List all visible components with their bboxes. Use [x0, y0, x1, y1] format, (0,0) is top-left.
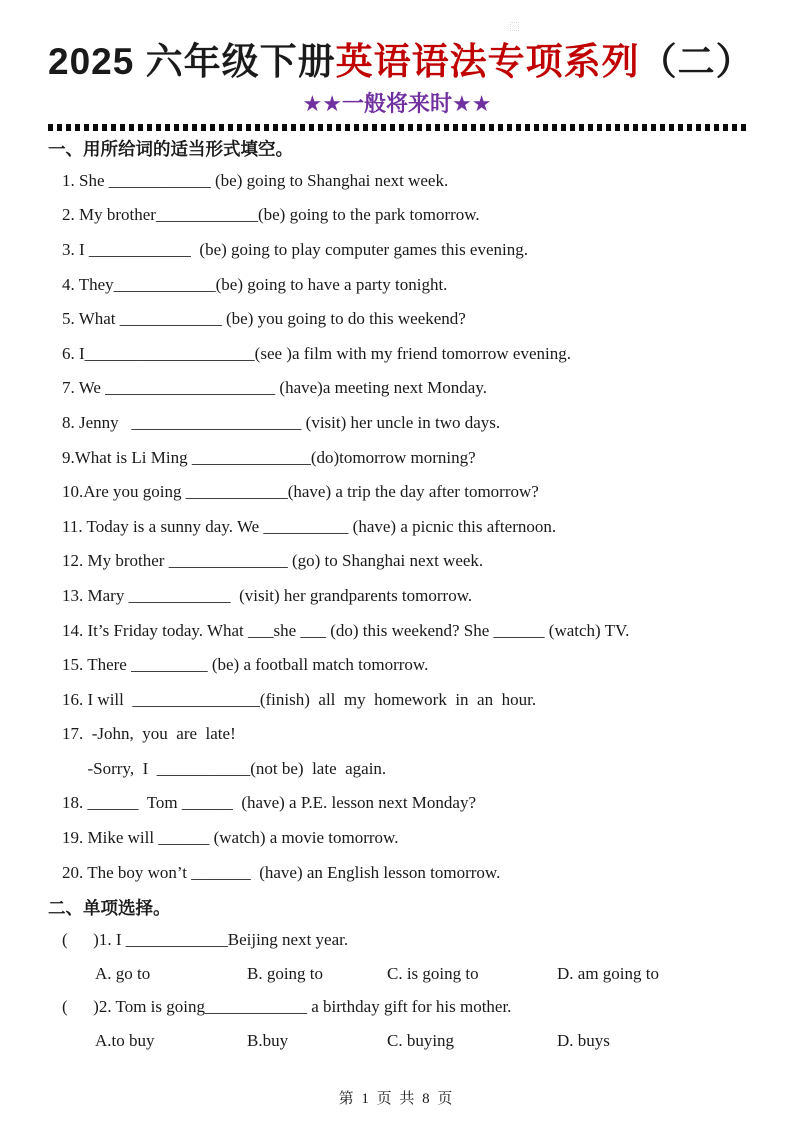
question-line: 3. I ____________ (be) going to play computer games this evening.: [62, 239, 528, 259]
option-b: B.buy: [247, 1030, 289, 1050]
title-suffix: （二）: [639, 41, 754, 82]
question-line: 18. ______ Tom ______ (have) a P.E. lesson next Monday?: [62, 793, 477, 813]
option-a: A. go to: [95, 963, 151, 983]
question-line: 7. We ____________________ (have)a meeting next Monday.: [62, 378, 487, 398]
question-line-continuation: -Sorry, I ___________(not be) late again.: [62, 758, 387, 778]
question-line: 19. Mike will ______ (watch) a movie tomorrow.: [62, 828, 399, 848]
option-d: D. am going to: [557, 963, 659, 983]
subtitle-grammar-topic: ★★一般将来时★★: [302, 91, 492, 117]
question-line: 17. -John, you are late!: [62, 724, 236, 744]
question-line: 10.Are you going ____________(have) a trip the day after tomorrow?: [62, 482, 539, 502]
question-line: 9.What is Li Ming ______________(do)tomorrow morning?: [62, 447, 476, 467]
page-title: [48, 40, 754, 84]
question-line: 20. The boy won’t _______ (have) an English lesson tomorrow.: [62, 862, 501, 882]
question-line: 13. Mary ____________ (visit) her grandparents tomorrow.: [62, 585, 473, 605]
option-b: B. going to: [247, 963, 324, 983]
question-line: 5. What ____________ (be) you going to do this weekend?: [62, 309, 466, 329]
mcq-stem: ( )1. I ____________Beijing next year.: [62, 930, 349, 950]
section1-question-list: [48, 164, 746, 890]
option-c: C. buying: [387, 1030, 455, 1050]
title-highlight: 英语语法专项系列: [335, 41, 640, 82]
question-line: 1. She ____________ (be) going to Shanghai next week.: [62, 170, 449, 190]
question-line: 11. Today is a sunny day. We __________ (have) a picnic this afternoon.: [62, 516, 557, 536]
mcq-stem: ( )2. Tom is going____________ a birthday gift for his mother.: [62, 997, 512, 1017]
dotted-divider: [48, 124, 746, 131]
question-line: 12. My brother ______________ (go) to Shanghai next week.: [62, 551, 484, 571]
section2-question-list: [48, 923, 746, 1057]
section2-heading: 二、单项选择。: [48, 898, 171, 919]
question-line: 8. Jenny ____________________ (visit) her uncle in two days.: [62, 412, 501, 432]
question-line: 2. My brother____________(be) going to the park tomorrow.: [62, 205, 480, 225]
page-number-footer: 第 1 页 共 8 页: [338, 1091, 455, 1107]
title-prefix: 2025 六年级下册: [48, 41, 336, 82]
question-line: 16. I will _______________(finish) all my homework in an hour.: [62, 689, 537, 709]
question-line: 14. It’s Friday today. What ___she ___ (do) this weekend? She ______ (watch) TV.: [62, 620, 630, 640]
scan-artifact-speck: [510, 22, 519, 31]
section1-heading: 一、用所给词的适当形式填空。: [48, 138, 293, 159]
option-d: D. buys: [557, 1030, 610, 1050]
question-line: 15. There _________ (be) a football match tomorrow.: [62, 655, 429, 675]
question-line: 6. I____________________(see )a film with my friend tomorrow evening.: [62, 343, 571, 363]
question-line: 4. They____________(be) going to have a party tonight.: [62, 274, 448, 294]
option-a: A.to buy: [95, 1030, 155, 1050]
option-c: C. is going to: [387, 963, 479, 983]
mcq-options-row: [48, 957, 746, 991]
mcq-options-row: [48, 1024, 746, 1058]
